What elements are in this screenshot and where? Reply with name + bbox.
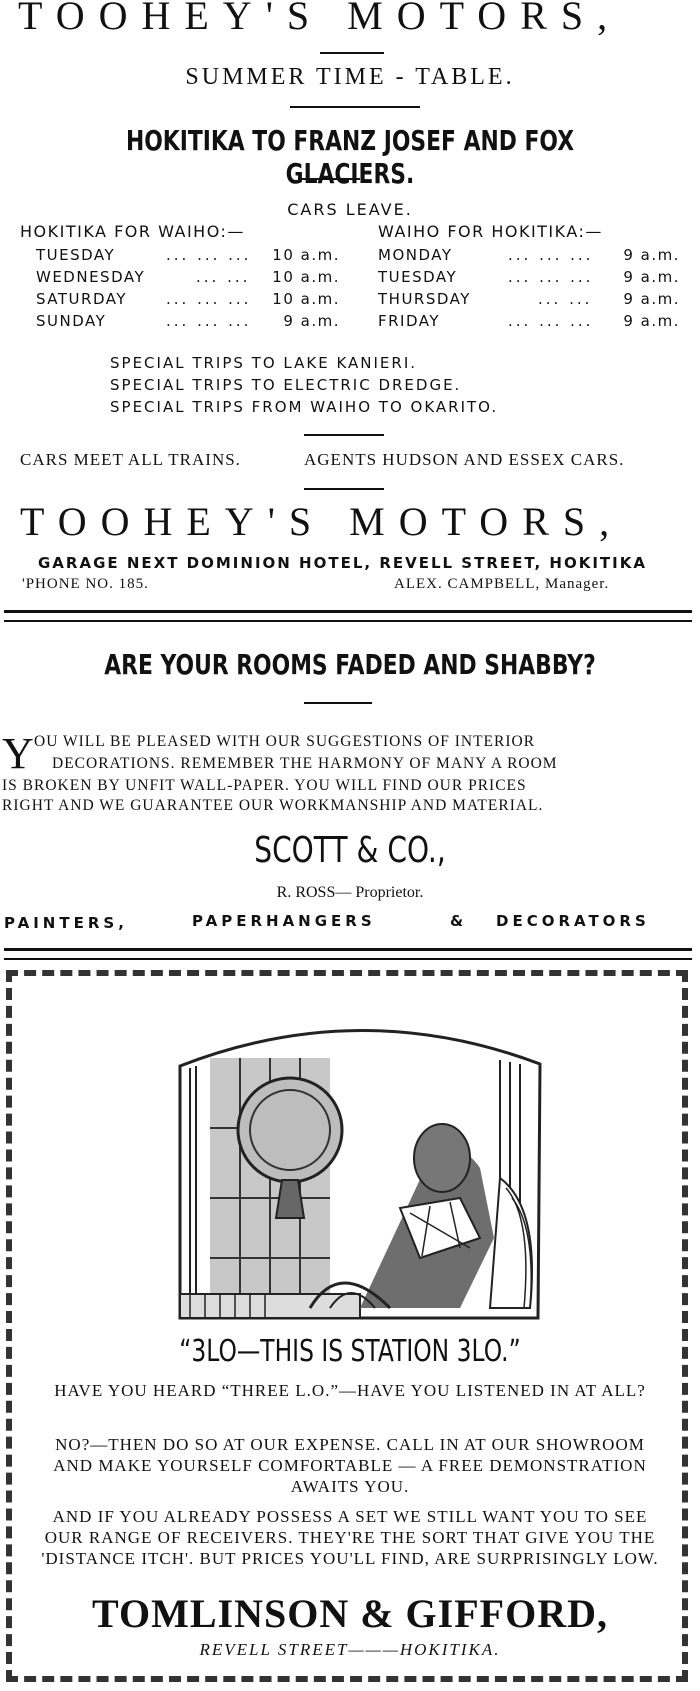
row-time: 10 a.m.	[272, 290, 340, 308]
row-time: 10 a.m.	[272, 268, 340, 286]
row-day: FRIDAY	[378, 312, 441, 330]
row-time: 10 a.m.	[272, 246, 340, 264]
row-day: TUESDAY	[36, 246, 116, 264]
trade-painters: PAINTERS,	[4, 914, 128, 932]
row-day: SATURDAY	[36, 290, 128, 308]
row-dots: ... ... ...	[166, 312, 252, 330]
scott-name-wrap	[0, 830, 700, 871]
trade-ampersand: &	[450, 912, 468, 930]
row-time: 9 a.m.	[623, 312, 680, 330]
ad-paragraph-3: AND IF YOU ALREADY POSSESS A SET WE STILL WANT YOU TO SEE OUR RANGE OF RECEIVERS. THEY'RE THE SORT THAT GIVE YOU THE 'DISTANCE ITCH'. BUT PRICES YOU'LL FIND, ARE SURPRISINGLY LOW.	[41, 1507, 659, 1568]
garage-address: GARAGE NEXT DOMINION HOTEL, REVELL STREET, HOKITIKA	[38, 554, 647, 572]
row-day: MONDAY	[378, 246, 453, 264]
row-day: WEDNESDAY	[36, 268, 146, 286]
row-time: 9 a.m.	[623, 246, 680, 264]
section-divider	[4, 948, 692, 951]
toohey-title: TOOHEY'S MOTORS,	[18, 0, 622, 38]
paragraph-line: RIGHT AND WE GUARANTEE OUR WORKMANSHIP AND MATERIAL.	[2, 797, 544, 814]
row-dots: ... ... ...	[508, 246, 594, 264]
trade-decorators: DECORATORS	[496, 912, 650, 930]
route-heading-wrap	[0, 124, 700, 190]
divider	[300, 178, 360, 180]
drop-cap: Y	[2, 729, 34, 778]
scott-name: SCOTT & CO.,	[254, 830, 446, 871]
section-divider	[4, 958, 692, 960]
row-time: 9 a.m.	[623, 268, 680, 286]
row-dots: ... ...	[538, 290, 593, 308]
radio-listener-illustration	[160, 1008, 560, 1324]
section-divider	[4, 620, 692, 622]
row-time: 9 a.m.	[283, 312, 340, 330]
row-day: TUESDAY	[378, 268, 458, 286]
left-column-heading: HOKITIKA FOR WAIHO:—	[20, 222, 245, 241]
divider	[290, 106, 420, 108]
row-dots: ... ... ...	[166, 246, 252, 264]
paragraph-line: DECORATIONS. REMEMBER THE HARMONY OF MANY A ROOM	[52, 755, 558, 772]
tomlinson-street: REVELL STREET———HOKITIKA.	[199, 1640, 501, 1659]
toohey-title-footer: TOOHEY'S MOTORS,	[20, 499, 624, 544]
row-day: THURSDAY	[378, 290, 471, 308]
section-divider	[4, 610, 692, 613]
cars-meet-line: CARS MEET ALL TRAINS.	[20, 450, 241, 469]
phone-number: 'PHONE NO. 185.	[22, 576, 149, 592]
row-dots: ... ...	[196, 268, 251, 286]
route-heading: HOKITIKA TO FRANZ JOSEF AND FOX GLACIERS.	[125, 124, 575, 190]
station-wrap	[0, 1334, 700, 1369]
divider	[304, 434, 384, 436]
divider	[304, 488, 384, 490]
manager-name: ALEX. CAMPBELL, Manager.	[394, 576, 610, 592]
tomlinson-name: TOMLINSON & GIFFORD,	[92, 1591, 608, 1636]
trade-paperhangers: PAPERHANGERS	[192, 912, 376, 930]
special-trip: SPECIAL TRIPS TO ELECTRIC DREDGE.	[110, 376, 462, 394]
timetable-subtitle: SUMMER TIME - TABLE.	[185, 64, 515, 90]
proprietor-line: R. ROSS— Proprietor.	[276, 884, 424, 901]
ad-paragraph-1: HAVE YOU HEARD “THREE L.O.”—HAVE YOU LISTENED IN AT ALL?	[54, 1381, 646, 1400]
paragraph-line: OU WILL BE PLEASED WITH OUR SUGGESTIONS OF INTERIOR	[34, 733, 536, 750]
special-trip: SPECIAL TRIPS TO LAKE KANIERI.	[110, 354, 418, 372]
cars-leave-heading: CARS LEAVE.	[287, 200, 413, 219]
rooms-headline: ARE YOUR ROOMS FADED AND SHABBY?	[104, 648, 596, 681]
agents-line: AGENTS HUDSON AND ESSEX CARS.	[304, 450, 625, 469]
headline-wrap	[0, 648, 700, 681]
divider	[320, 52, 384, 54]
row-time: 9 a.m.	[623, 290, 680, 308]
row-dots: ... ... ...	[166, 290, 252, 308]
special-trip: SPECIAL TRIPS FROM WAIHO TO OKARITO.	[110, 398, 499, 416]
station-headline: “3LO—THIS IS STATION 3LO.”	[179, 1334, 521, 1369]
right-column-heading: WAIHO FOR HOKITIKA:—	[378, 222, 603, 241]
divider	[304, 702, 372, 704]
ad-paragraph-2: NO?—THEN DO SO AT OUR EXPENSE. CALL IN AT OUR SHOWROOM AND MAKE YOURSELF COMFORTABLE — A FREE DEMONSTRATION AWAITS YOU.	[53, 1435, 647, 1496]
row-dots: ... ... ...	[508, 268, 594, 286]
row-dots: ... ... ...	[508, 312, 594, 330]
paragraph-line: IS BROKEN BY UNFIT WALL-PAPER. YOU WILL FIND OUR PRICES	[2, 777, 527, 794]
row-day: SUNDAY	[36, 312, 107, 330]
